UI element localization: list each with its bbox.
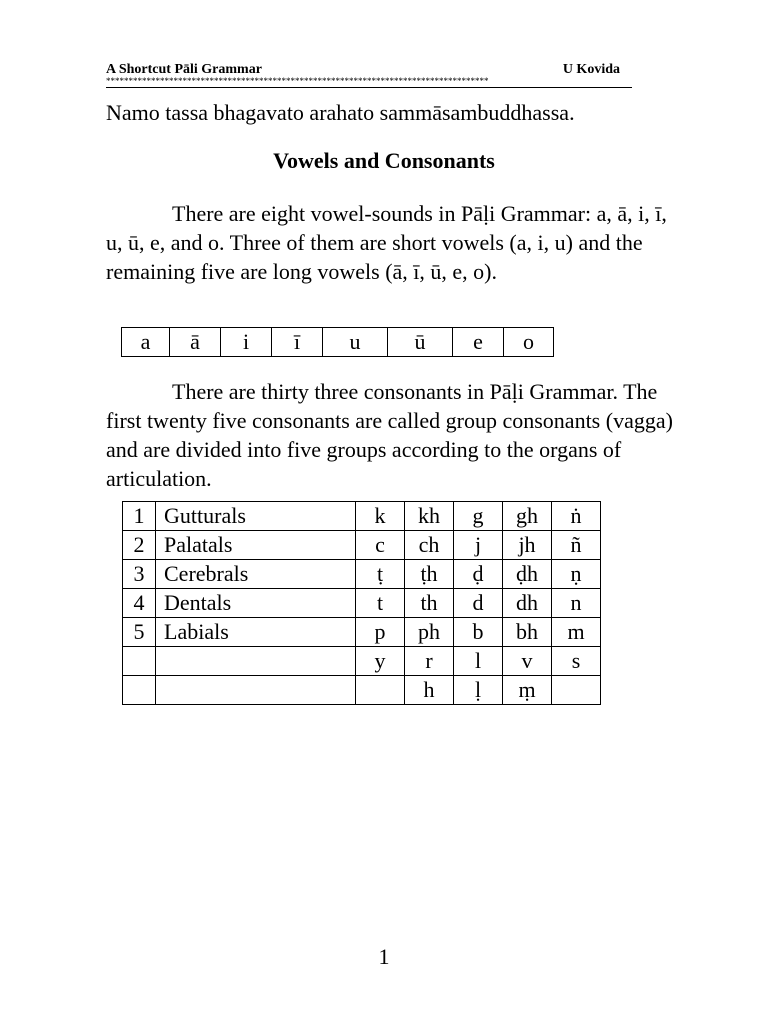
consonant-cell: ph [405,618,454,647]
consonant-cell: ḷ [454,676,503,705]
consonant-cell: bh [503,618,552,647]
vowel-cell: ā [170,328,221,357]
group-name: Gutturals [156,502,356,531]
consonant-cell: m [552,618,601,647]
consonant-cell: ch [405,531,454,560]
page-number: 1 [378,944,390,969]
consonant-cell: gh [503,502,552,531]
table-row [123,676,601,705]
row-number: 2 [123,531,156,560]
consonant-cell: kh [405,502,454,531]
consonant-cell: k [356,502,405,531]
table-row [123,531,601,560]
consonant-cell: ṇ [552,560,601,589]
consonant-cell: ḍ [454,560,503,589]
consonant-cell: jh [503,531,552,560]
consonant-cell: p [356,618,405,647]
header-author: U Kovida [562,62,620,77]
consonant-cell: d [454,589,503,618]
paragraph-vowels-text: There are eight vowel-sounds in Pāḷi Grammar: a, ā, i, ī, u, ū, e, and o. Three of them are short vowels (a, i, u) and the remaining five are long vowels (ā, ī, ū, e, o). [106,201,667,284]
section-title: Vowels and Consonants [273,148,495,173]
consonant-cell: ḍh [503,560,552,589]
consonant-cell: l [454,647,503,676]
consonant-cell: s [552,647,601,676]
consonant-cell: ṭh [405,560,454,589]
consonant-cell: h [405,676,454,705]
consonant-cell: g [454,502,503,531]
consonant-cell: b [454,618,503,647]
consonant-cell: dh [503,589,552,618]
vowel-table [121,327,554,357]
group-name: Dentals [156,589,356,618]
row-number: 4 [123,589,156,618]
consonant-cell [356,676,405,705]
vowel-cell: a [122,328,170,357]
header-divider: ************************************************************************************* [106,76,632,88]
table-row [123,502,601,531]
vowel-cell: e [453,328,504,357]
consonant-cell: ñ [552,531,601,560]
vowel-cell: o [504,328,554,357]
group-name: Cerebrals [156,560,356,589]
table-row [123,589,601,618]
vowel-row [122,328,554,357]
paragraph-vowels [106,199,676,286]
row-number [123,647,156,676]
row-number: 1 [123,502,156,531]
table-row [123,618,601,647]
vowel-cell: i [221,328,272,357]
consonant-cell: th [405,589,454,618]
paragraph-consonants [106,377,676,493]
consonant-cell: r [405,647,454,676]
table-row [123,560,601,589]
row-number [123,676,156,705]
consonant-cell: v [503,647,552,676]
header-title: A Shortcut Pāli Grammar [106,62,262,77]
vowel-cell: ū [388,328,453,357]
vowel-cell: u [323,328,388,357]
group-name [156,647,356,676]
consonant-cell: t [356,589,405,618]
consonant-cell: y [356,647,405,676]
consonant-cell: ṅ [552,502,601,531]
row-number: 3 [123,560,156,589]
consonant-cell: j [454,531,503,560]
row-number: 5 [123,618,156,647]
paragraph-consonants-text: There are thirty three consonants in Pāḷi Grammar. The first twenty five consonants are called group consonants (vagga) and are divided into five groups according to the organs of articulation. [106,379,673,491]
consonant-cell: c [356,531,405,560]
consonant-cell [552,676,601,705]
group-name [156,676,356,705]
consonant-table [122,501,601,705]
group-name: Labials [156,618,356,647]
consonant-cell: ṃ [503,676,552,705]
consonant-cell: ṭ [356,560,405,589]
table-row [123,647,601,676]
group-name: Palatals [156,531,356,560]
invocation-line: Namo tassa bhagavato arahato sammāsambuddhassa. [106,100,575,125]
vowel-cell: ī [272,328,323,357]
consonant-cell: n [552,589,601,618]
